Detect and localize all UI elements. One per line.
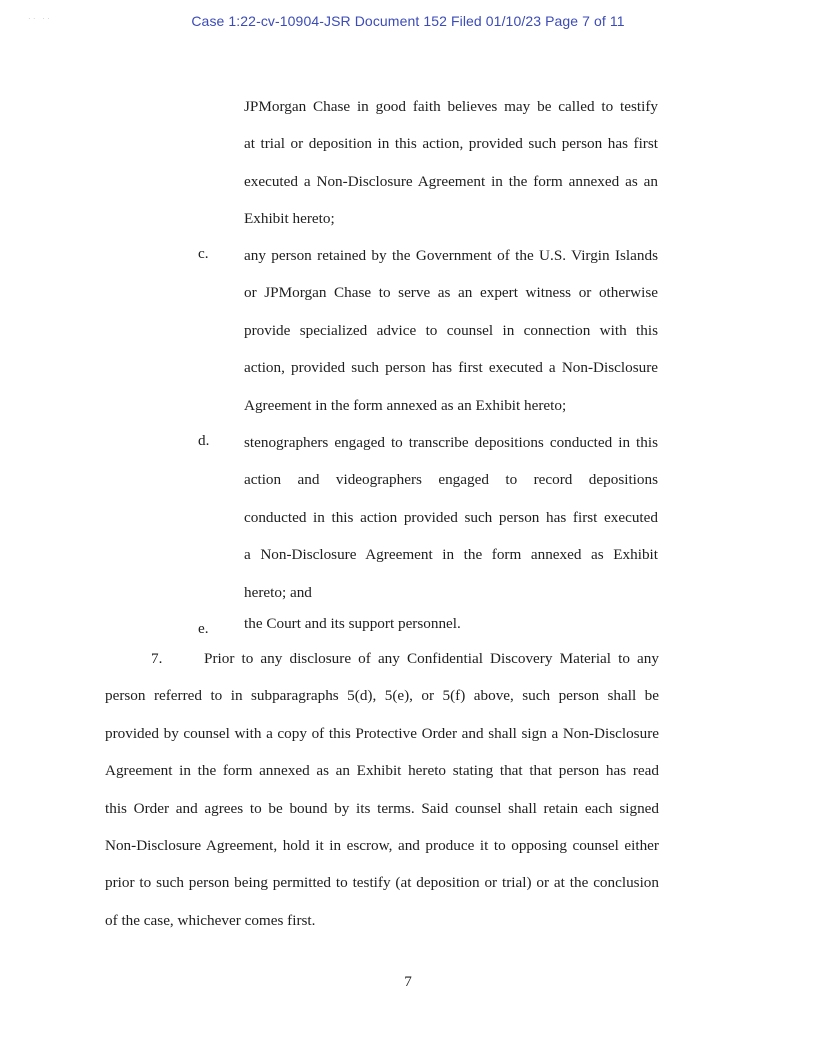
item-b-continuation xyxy=(244,88,658,238)
item-d-text xyxy=(244,424,658,611)
text-line: executed a Non-Disclosure Agreement in the form annexed as an xyxy=(244,172,658,190)
text-line: Prior to any disclosure of any Confidential Discovery Material to any xyxy=(204,650,659,667)
text-line: of the case, whichever comes first. xyxy=(105,911,316,929)
text-line: action and videographers engaged to record depositions xyxy=(244,471,658,489)
item-c-text xyxy=(244,237,658,424)
text-line: any person retained by the Government of the U.S. Virgin Islands xyxy=(244,247,658,264)
text-line: stenographers engaged to transcribe depositions conducted in this xyxy=(244,434,658,451)
paragraph-number: 7. xyxy=(151,650,163,667)
text-line: at trial or deposition in this action, provided such person has first xyxy=(244,135,658,153)
paragraph-7-first-line xyxy=(105,640,659,677)
item-e-text xyxy=(244,605,658,642)
text-line: hereto; and xyxy=(244,583,312,601)
ecf-header-text: Case 1:22-cv-10904-JSR Document 152 Filed 01/10/23 Page 7 of 11 xyxy=(191,13,625,29)
text-line: Non-Disclosure Agreement, hold it in escrow, and produce it to opposing counsel either xyxy=(105,837,659,855)
text-line: provided by counsel with a copy of this Protective Order and shall sign a Non-Disclosure xyxy=(105,724,659,742)
text-line: prior to such person being permitted to testify (at deposition or trial) or at the conclusion xyxy=(105,874,659,892)
ecf-header xyxy=(0,13,816,29)
item-e-letter: e. xyxy=(198,620,209,637)
page-number: 7 xyxy=(404,973,412,990)
text-line: JPMorgan Chase in good faith believes may be called to testify xyxy=(244,98,658,115)
text-line: provide specialized advice to counsel in connection with this xyxy=(244,321,658,339)
text-line: person referred to in subparagraphs 5(d), 5(e), or 5(f) above, such person shall be xyxy=(105,687,659,705)
paragraph-7 xyxy=(105,640,659,939)
text-line: conducted in this action provided such person has first executed xyxy=(244,508,658,526)
item-d-letter: d. xyxy=(198,432,210,449)
text-line: Agreement in the form annexed as an Exhibit hereto; xyxy=(244,396,567,414)
text-line: Exhibit hereto; xyxy=(244,210,335,228)
text-line: a Non-Disclosure Agreement in the form annexed as Exhibit xyxy=(244,546,658,564)
scan-speck: · · · · xyxy=(28,14,50,23)
text-line: this Order and agrees to be bound by its terms. Said counsel shall retain each signed xyxy=(105,799,659,817)
text-line: or JPMorgan Chase to serve as an expert witness or otherwise xyxy=(244,284,658,302)
text-line: action, provided such person has first executed a Non-Disclosure xyxy=(244,359,658,377)
item-c-letter: c. xyxy=(198,245,209,262)
text-line: Agreement in the form annexed as an Exhibit hereto stating that that person has read xyxy=(105,762,659,780)
text-line: the Court and its support personnel. xyxy=(244,615,461,632)
